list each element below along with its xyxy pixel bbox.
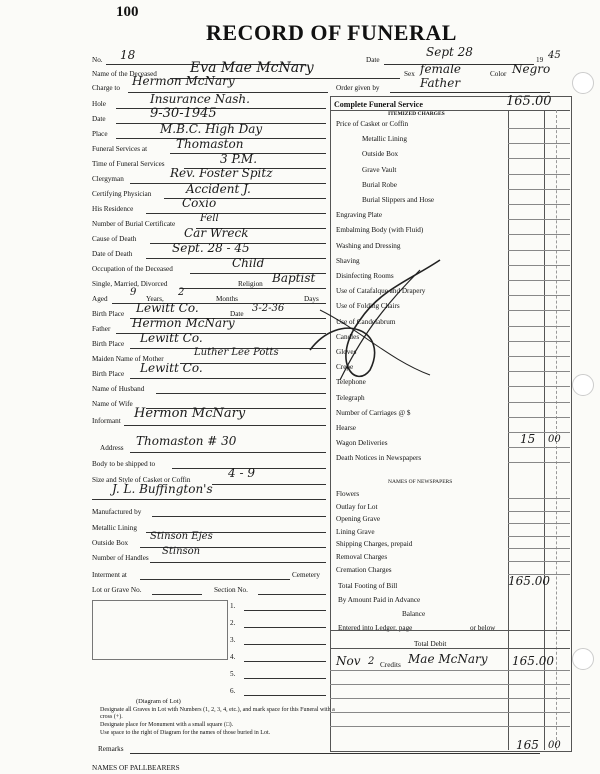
months-value: 2 (178, 287, 185, 298)
sex-value: female (420, 62, 462, 76)
birthplace-value: Lewitt Co. (136, 301, 199, 315)
cause-value: Car Wreck (184, 226, 249, 240)
charge-row-line (508, 511, 570, 512)
order-label: Order given by (336, 84, 380, 92)
charge-item: Cremation Charges (336, 565, 392, 574)
charge-value: Hermon McNary (132, 74, 235, 88)
mother-birth-label: Birth Place (92, 370, 125, 378)
punch-hole (572, 648, 594, 670)
charge-row-line (508, 432, 570, 433)
newspapers-header: NAMES OF NEWSPAPERS (388, 479, 453, 485)
burial-cert-label: Number of Burial Certificate (92, 220, 176, 228)
credit-month: Nov (336, 654, 361, 668)
occupation-value: Child (232, 256, 265, 270)
charge-item: Candles (336, 332, 360, 341)
grave-number-2: 2. (230, 619, 236, 627)
charge-item: Burial Robe (362, 180, 397, 189)
outside-box-value: Stinson Ejes (150, 531, 213, 542)
husband-label: Name of Husband (92, 385, 145, 393)
burial-cert-value: Fell (200, 213, 219, 224)
father-birth-label: Birth Place (92, 340, 125, 348)
charge-item: Use of Catafalque and Drapery (336, 287, 426, 296)
charge-row-line (508, 371, 570, 372)
final-cents: 00 (548, 740, 561, 751)
wife-label: Name of Wife (92, 400, 133, 408)
or-below-label: or below (470, 624, 496, 632)
cause-label: Cause of Death (92, 235, 137, 243)
grave-number-6: 6. (230, 687, 236, 695)
charge-item: Disinfecting Rooms (336, 272, 394, 280)
dod-value: Sept. 28 - 45 (172, 241, 250, 255)
informant-value: Hermon McNary (134, 406, 246, 421)
handles-value: Stinson (162, 546, 201, 557)
occupation-label: Occupation of the Deceased (92, 265, 173, 273)
hole-value: Insurance Nash. (150, 92, 250, 106)
diagram-note-3: Use space to the right of Diagram for the names of those buried in Lot. (100, 730, 271, 736)
clergy-label: Clergyman (92, 175, 124, 183)
date2-label: Date (92, 115, 106, 123)
diagram-note-2: Designate place for Monument with a small square (□). (100, 722, 234, 728)
charge-row-line (508, 536, 570, 537)
charge-item: Shipping Charges, prepaid (336, 540, 413, 549)
section-label: Section No. (214, 586, 248, 594)
months-label: Months (216, 295, 238, 303)
years-value: 9 (130, 287, 137, 298)
name-value: Eva Mae McNary (190, 60, 314, 76)
cemetery-label: Cemetery (292, 571, 320, 579)
charge-item: Opening Grave (336, 515, 381, 524)
complete-service-value: 165.00 (506, 94, 552, 109)
charge-item: Death Notices in Newspapers (336, 454, 422, 463)
grave-number-4: 4. (230, 653, 236, 661)
marital-label: Single, Married, Divorced (92, 280, 168, 288)
year-prefix: 19 (536, 56, 544, 64)
father-label: Father (92, 325, 111, 333)
sex-label: Sex (404, 70, 415, 78)
physician-label: Certifying Physician (92, 190, 152, 198)
lot-diagram (92, 600, 228, 660)
carriages-cents: 00 (548, 434, 561, 445)
interment-label: Interment at (92, 571, 127, 579)
mother-label: Maiden Name of Mother (92, 355, 164, 363)
credit-value: 165.00 (512, 654, 554, 668)
ledger-label: Entered into Ledger, page (338, 624, 413, 632)
balance-label: Balance (402, 610, 426, 618)
charge-row-line (508, 447, 570, 448)
total-footing-value: 165.00 (508, 574, 550, 588)
casket-size-value: 4 - 9 (228, 466, 255, 480)
charge-item: Gloves (336, 348, 357, 356)
charge-row-line (508, 402, 570, 403)
order-value: Father (420, 76, 461, 90)
services-label: Funeral Services at (92, 145, 148, 153)
punch-hole (572, 374, 594, 396)
total-footing-label: Total Footing of Bill (338, 582, 398, 590)
birthdate-label: Date (230, 310, 244, 318)
casket-size-label: Size and Style of Casket or Coffin (92, 476, 191, 484)
physician-value: Accident J. (186, 182, 251, 196)
grave-number-5: 5. (230, 670, 236, 678)
address-value: Thomaston # 30 (136, 434, 237, 448)
place-value: M.B.C. High Day (160, 122, 263, 136)
charge-row-line (508, 128, 570, 129)
father-value: Hermon McNary (132, 316, 235, 330)
no-value: 18 (120, 48, 136, 62)
date2-value: 9-30-1945 (150, 106, 217, 121)
charge-row-line (508, 561, 570, 562)
religion-label: Religion (238, 280, 263, 288)
lot-label: Lot or Grave No. (92, 586, 142, 594)
date-label: Date (366, 56, 380, 64)
time-value: 3 P.M. (220, 152, 258, 166)
page-title: RECORD OF FUNERAL (206, 20, 457, 45)
charge-item: Crepe (336, 363, 354, 372)
pallbearers-label: NAMES OF PALLBEARERS (92, 764, 180, 772)
year-value: 45 (548, 50, 561, 61)
charge-row-line (508, 219, 570, 220)
charge-item: Engraving Plate (336, 211, 383, 220)
charge-item: Flowers (336, 490, 360, 498)
charge-row-line (508, 189, 570, 190)
diagram-caption: (Diagram of Lot) (136, 698, 181, 705)
charge-row-line (508, 417, 570, 418)
charge-row-line (508, 548, 570, 549)
complete-service-label: Complete Funeral Service (334, 100, 423, 109)
color-value: Negro (512, 62, 551, 76)
grave-number-1: 1. (230, 602, 236, 610)
charge-item: Hearse (336, 424, 356, 432)
charge-row-line (508, 386, 570, 387)
hole-label: Hole (92, 100, 106, 108)
mother-birth-value: Lewitt Co. (140, 361, 203, 375)
charge-row-line (508, 523, 570, 524)
charge-row-line (508, 250, 570, 251)
charge-item: Outside Box (362, 150, 399, 159)
birthdate-value: 3-2-36 (252, 303, 285, 314)
grave-number-3: 3. (230, 636, 236, 644)
charge-item: Telegraph (336, 393, 365, 402)
remarks-label: Remarks (98, 745, 124, 753)
father-birth-value: Lewitt Co. (140, 331, 203, 345)
charge-item: Number of Carriages @ $ (336, 408, 411, 417)
charge-row-line (508, 234, 570, 235)
charge-item: Wagon Deliveries (336, 439, 388, 448)
charge-item: Shaving (336, 256, 360, 265)
outside-box-label: Outside Box (92, 539, 129, 547)
charge-row-line (508, 462, 570, 463)
mother-value: Luther Lee Potts (194, 347, 279, 358)
time-label: Time of Funeral Services (92, 160, 165, 168)
credit-day: 2 (368, 656, 375, 667)
charge-row-line (508, 498, 570, 499)
by-amount-label: By Amount Paid in Advance (338, 596, 421, 604)
casket-maker-value: J. L. Buffington's (112, 482, 213, 496)
charge-item: Use of Folding Chairs (336, 302, 400, 311)
charge-item: Price of Casket or Coffin (336, 120, 409, 128)
charge-item: Outlay for Lot (336, 502, 378, 511)
itemized-header: ITEMIZED CHARGES (388, 111, 445, 117)
years-label: Years, (146, 295, 164, 303)
place-label: Place (92, 130, 108, 138)
credits-label: Credits (380, 661, 401, 669)
color-label: Color (490, 70, 507, 78)
charge-row-line (508, 158, 570, 159)
charge-row-line (508, 174, 570, 175)
charge-row-line (508, 143, 570, 144)
charge-item: Telephone (336, 378, 366, 387)
charge-row-line (508, 204, 570, 205)
address-label: Address (100, 444, 124, 452)
no-label: No. (92, 56, 103, 64)
charge-item: Metallic Lining (362, 135, 407, 144)
services-value: Thomaston (176, 137, 244, 151)
charge-item: Use of Candelabrum (336, 317, 396, 326)
charge-item: Washing and Dressing (336, 241, 401, 250)
date-value: Sept 28 (426, 45, 473, 59)
charge-item: Grave Vault (362, 165, 397, 174)
days-label: Days (304, 295, 319, 303)
charge-item: Burial Slippers and Hose (362, 196, 435, 204)
charge-label: Charge to (92, 84, 121, 92)
dod-label: Date of Death (92, 250, 133, 258)
handles-label: Number of Handles (92, 554, 149, 562)
charge-row-line (508, 265, 570, 266)
charge-row-line (508, 310, 570, 311)
residence-value: Coxio (182, 196, 217, 210)
informant-label: Informant (92, 417, 121, 425)
shipped-label: Body to be shipped to (92, 460, 156, 468)
charge-row-line (508, 326, 570, 327)
total-debit-label: Total Debit (414, 640, 447, 648)
credit-name: Mae McNary (408, 652, 488, 666)
page-number: 100 (116, 4, 139, 20)
name-label: Name of the Deceased (92, 70, 157, 78)
manufactured-label: Manufactured by (92, 508, 142, 516)
aged-label: Aged (92, 295, 108, 303)
charge-row-line (508, 280, 570, 281)
clergy-value: Rev. Foster Spitz (170, 166, 273, 180)
charge-row-line (508, 341, 570, 342)
religion-value: Baptist (272, 271, 316, 285)
charge-row-line (508, 356, 570, 357)
birthplace-label: Birth Place (92, 310, 125, 318)
diagram-note-1: Designate all Graves in Lot with Numbers (1, 2, 3, 4, etc.), and mark space for this Funeral with a cross (+). (100, 707, 335, 720)
residence-label: His Residence (92, 205, 134, 213)
charge-item: Removal Charges (336, 553, 388, 561)
charge-item: Lining Grave (336, 527, 375, 536)
carriages-value: 15 (520, 432, 536, 446)
metallic-label: Metallic Lining (92, 524, 137, 532)
punch-hole (572, 72, 594, 94)
charge-row-line (508, 295, 570, 296)
charge-row-line (508, 574, 570, 575)
final-value: 165 (516, 738, 539, 752)
charge-item: Embalming Body (with Fluid) (336, 226, 424, 235)
